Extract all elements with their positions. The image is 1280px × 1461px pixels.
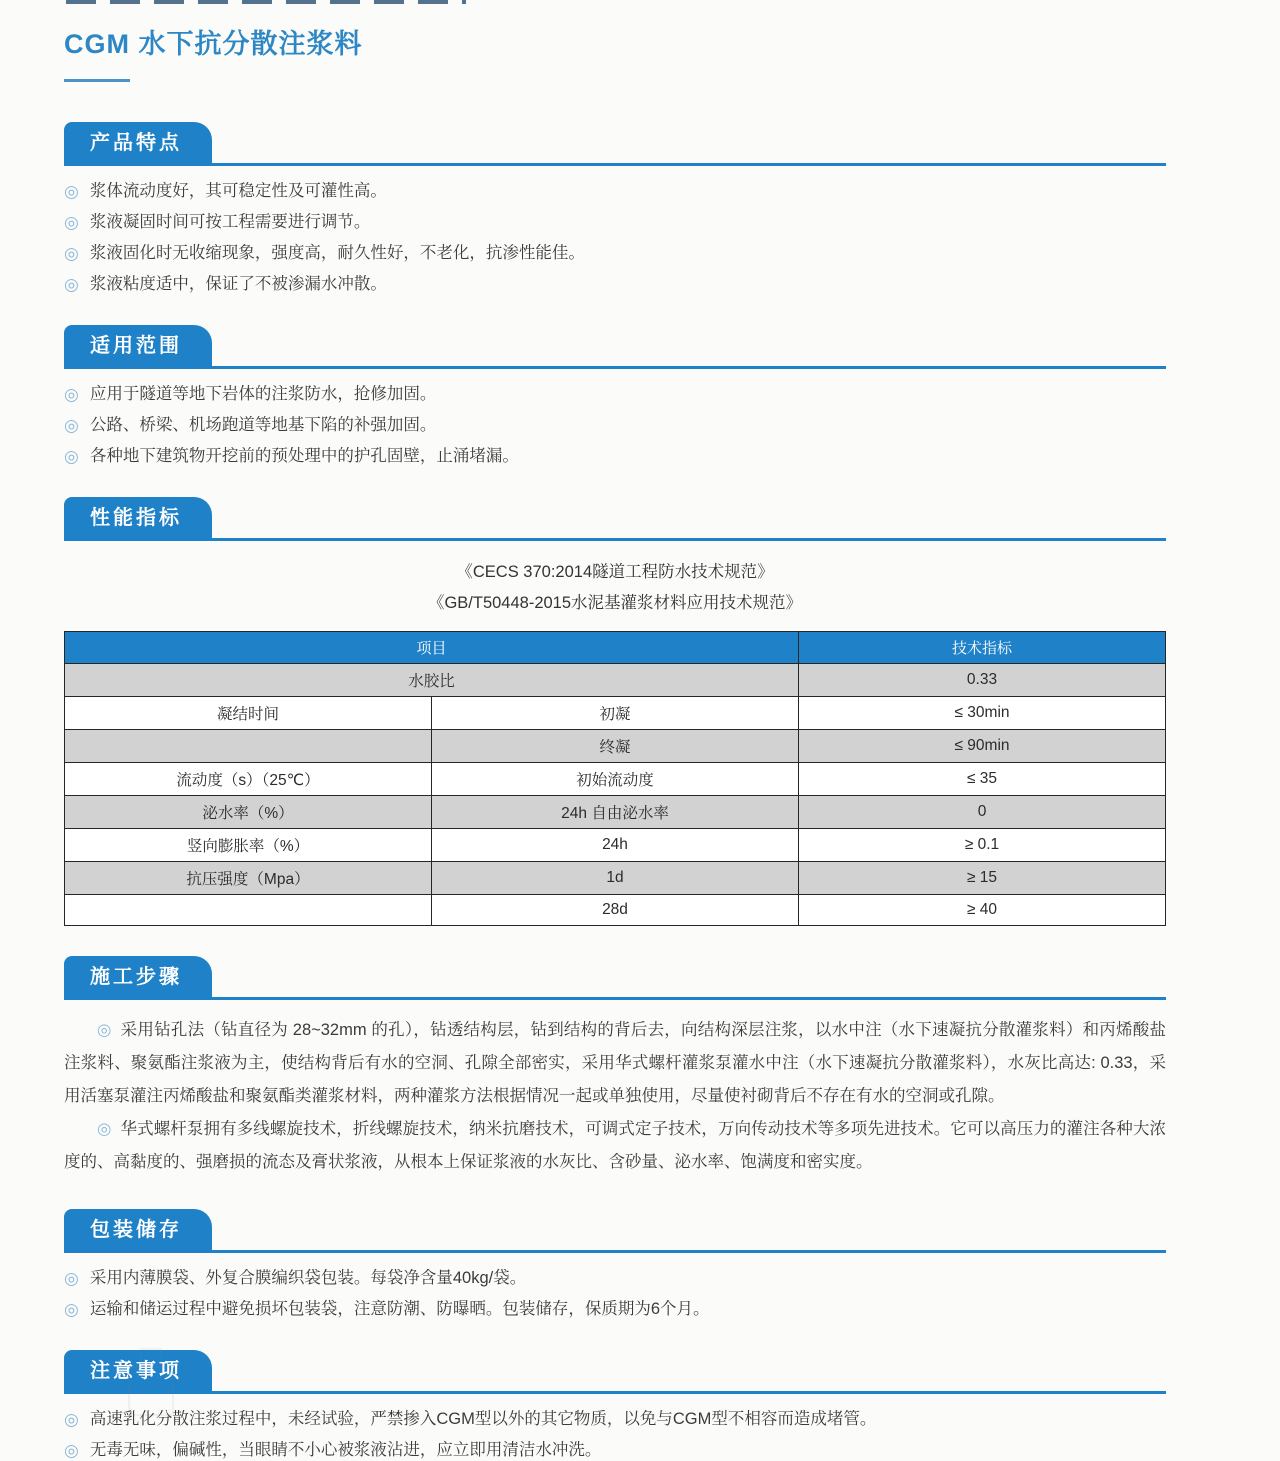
section-tab-features: 产品特点: [64, 122, 212, 163]
standards-block: [64, 557, 1166, 619]
bullet-icon: ◎: [64, 213, 79, 232]
scope-list: [64, 384, 1166, 467]
cell-item: 竖向膨胀率（%）: [65, 829, 432, 862]
section-header-rule: [64, 325, 1166, 369]
cell-subitem: 终凝: [432, 730, 799, 763]
cell-value: ≥ 0.1: [799, 829, 1166, 862]
cell-subitem: 初始流动度: [432, 763, 799, 796]
section-construction: [64, 956, 1166, 1179]
section-scope: [64, 325, 1166, 467]
cell-subitem: 24h: [432, 829, 799, 862]
bullet-icon: ◎: [64, 275, 79, 294]
cell-item: 凝结时间: [65, 697, 432, 730]
section-tab-construction: 施工步骤: [64, 956, 212, 997]
paragraph-text: 华式螺杆泵拥有多线螺旋技术，折线螺旋技术，纳米抗磨技术，可调式定子技术，万向传动技术等多项先进技术。它可以高压力的灌注各种大浓度的、高黏度的、强磨损的流态及膏状浆液，从根本上保证浆液的水灰比、含砂量、泌水率、饱满度和密实度。: [64, 1120, 1166, 1171]
section-tab-performance: 性能指标: [64, 497, 212, 538]
bullet-icon: ◎: [64, 385, 79, 404]
cell-value: 0: [799, 796, 1166, 829]
section-tab-packaging: 包装储存: [64, 1209, 212, 1250]
cell-subitem: 24h 自由泌水率: [432, 796, 799, 829]
paragraph: [64, 1014, 1166, 1113]
cell-value: ≥ 15: [799, 862, 1166, 895]
cell-subitem: 28d: [432, 895, 799, 926]
list-item: [64, 415, 1166, 436]
standard-reference: 《GB/T50448-2015水泥基灌浆材料应用技术规范》: [427, 594, 803, 612]
section-header-rule: [64, 1350, 1166, 1394]
table-row: [65, 730, 1166, 763]
construction-paragraphs: [64, 1014, 1166, 1179]
performance-table: [64, 631, 1166, 926]
bullet-icon: ◎: [64, 1441, 79, 1460]
cell-value: ≥ 40: [799, 895, 1166, 926]
column-header-item: 项目: [65, 632, 799, 664]
bullet-icon: ◎: [64, 1410, 79, 1429]
section-notes: [64, 1350, 1166, 1461]
title-underline: [64, 79, 130, 82]
bullet-icon: ◎: [64, 1269, 79, 1288]
feature-text: 浆液凝固时间可按工程需要进行调节。: [89, 213, 371, 231]
note-text: 无毒无味，偏碱性，当眼睛不小心被浆液沾进，应立即用清洁水冲洗。: [89, 1441, 602, 1459]
watermark-bottle-neck: [140, 1348, 162, 1366]
column-header-index: 技术指标: [799, 632, 1166, 664]
section-features: [64, 122, 1166, 295]
watermark-bottle: [128, 1348, 174, 1412]
table-row: [65, 895, 1166, 926]
packaging-text: 采用内薄膜袋、外复合膜编织袋包装。每袋净含量40kg/袋。: [89, 1269, 527, 1287]
bullet-icon: ◎: [64, 1300, 79, 1319]
page-title: CGM 水下抗分散注浆料: [64, 29, 363, 59]
table-row: [65, 664, 1166, 697]
table-row: [65, 862, 1166, 895]
table-row: [65, 796, 1166, 829]
scope-text: 公路、桥梁、机场跑道等地基下陷的补强加固。: [89, 416, 437, 434]
bullet-icon: ◎: [64, 244, 79, 263]
cell-value: ≤ 30min: [799, 697, 1166, 730]
bullet-icon: ◎: [64, 447, 79, 466]
bullet-icon: ◎: [64, 416, 79, 435]
section-header-rule: [64, 1209, 1166, 1253]
list-item: [64, 446, 1166, 467]
cell-item: 流动度（s）（25℃）: [65, 763, 432, 796]
table-row: [65, 763, 1166, 796]
packaging-text: 运输和储运过程中避免损坏包装袋，注意防潮、防曝晒。包装储存，保质期为6个月。: [89, 1300, 710, 1318]
table-row: [65, 697, 1166, 730]
section-header-rule: [64, 956, 1166, 1000]
bullet-icon: ◎: [64, 182, 79, 201]
cell-value: 0.33: [799, 664, 1166, 697]
list-item: [64, 212, 1166, 233]
cell-item: [65, 895, 432, 926]
cell-item: 抗压强度（Mpa）: [65, 862, 432, 895]
list-item: [64, 1299, 1166, 1320]
cell-value: ≤ 90min: [799, 730, 1166, 763]
watermark-bottle-body: [128, 1366, 174, 1416]
list-item: [64, 243, 1166, 264]
paragraph: [64, 1113, 1166, 1179]
bullet-icon: ◎: [97, 1021, 112, 1039]
cell-item: [65, 730, 432, 763]
feature-text: 浆液粘度适中，保证了不被渗漏水冲散。: [89, 275, 387, 293]
cell-subitem: 初凝: [432, 697, 799, 730]
list-item: [64, 384, 1166, 405]
feature-text: 浆体流动度好，其可稳定性及可灌性高。: [89, 182, 387, 200]
features-list: [64, 181, 1166, 295]
list-item: [64, 1409, 1166, 1430]
note-text: 高速乳化分散注浆过程中，未经试验，严禁掺入CGM型以外的其它物质，以免与CGM型不相容而造成堵管。: [89, 1410, 877, 1428]
list-item: [64, 1268, 1166, 1289]
bullet-icon: ◎: [97, 1120, 112, 1138]
scope-text: 应用于隧道等地下岩体的注浆防水，抢修加固。: [89, 385, 437, 403]
section-tab-notes: 注意事项: [64, 1350, 212, 1391]
section-header-rule: [64, 122, 1166, 166]
top-crop-artifact: [66, 0, 466, 4]
cell-item: 泌水率（%）: [65, 796, 432, 829]
cell-subitem: 1d: [432, 862, 799, 895]
section-packaging: [64, 1209, 1166, 1320]
list-item: [64, 1440, 1166, 1461]
list-item: [64, 181, 1166, 202]
list-item: [64, 274, 1166, 295]
cell-item: 水胶比: [65, 664, 799, 697]
table-row: [65, 829, 1166, 862]
standard-reference: 《CECS 370:2014隧道工程防水技术规范》: [456, 563, 774, 581]
cell-value: ≤ 35: [799, 763, 1166, 796]
section-header-rule: [64, 497, 1166, 541]
packaging-list: [64, 1268, 1166, 1320]
feature-text: 浆液固化时无收缩现象，强度高，耐久性好，不老化，抗渗性能佳。: [89, 244, 585, 262]
section-tab-scope: 适用范围: [64, 325, 212, 366]
section-performance: [64, 497, 1166, 926]
paragraph-text: 采用钻孔法（钻直径为 28~32mm 的孔），钻透结构层，钻到结构的背后去，向结构深层注浆，以水中注（水下速凝抗分散灌浆料）和丙烯酸盐注浆料、聚氨酯注浆液为主，使结构背后有水的空洞、孔隙全部密实，采用华式螺杆灌浆泵灌水中注（水下速凝抗分散灌浆料），水灰比高达: 0.33，采用活塞泵灌注丙烯酸盐和聚氨酯类灌浆材料，两种灌浆方法根据情况一起或单独使用，尽量使衬砌背后不存在有水的空洞或孔隙。: [64, 1021, 1167, 1105]
notes-list: [64, 1409, 1166, 1461]
scope-text: 各种地下建筑物开挖前的预处理中的护孔固壁，止涌堵漏。: [89, 447, 519, 465]
table-header-row: [65, 632, 1166, 664]
